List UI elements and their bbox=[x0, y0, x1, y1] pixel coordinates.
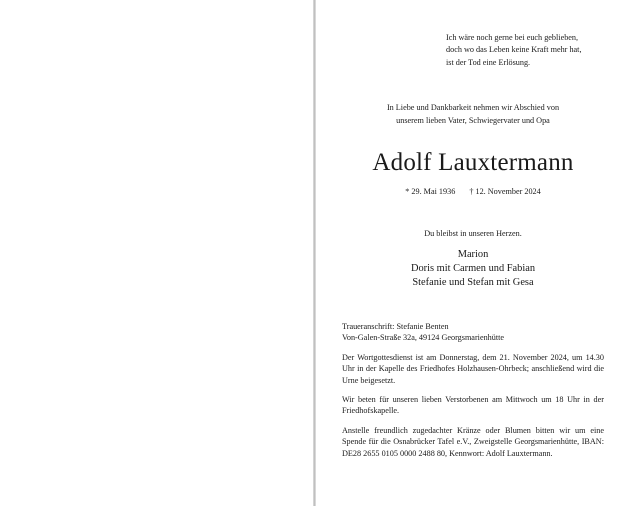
motto-verse bbox=[446, 32, 626, 69]
right-page bbox=[316, 0, 630, 506]
intro-text bbox=[316, 101, 630, 127]
address-line: Traueranschrift: Stefanie Benten bbox=[342, 322, 449, 331]
motto-line: Ich wäre noch gerne bei euch geblieben, bbox=[446, 33, 579, 42]
left-page-blank bbox=[0, 0, 313, 506]
motto-line: ist der Tod eine Erlösung. bbox=[446, 57, 531, 67]
life-dates bbox=[316, 186, 630, 198]
birth-date: * 29. Mai 1936 bbox=[405, 187, 456, 196]
family-line: Doris mit Carmen und Fabian bbox=[410, 263, 536, 275]
deceased-name: Adolf Lauxtermann bbox=[372, 149, 574, 176]
motto-line: doch wo das Leben keine Kraft mehr hat, bbox=[446, 45, 582, 55]
donation-paragraph: Anstelle freundlich zugedachter Kränze oder Blumen bitten wir um eine Spende für die Osnabrücker Tafel e.V., Zweigstelle Georgsmarienhütte, IBAN: DE28 2655 0105 0000 2488 80, Kennwort: Adolf Lauxtermann. bbox=[342, 425, 604, 458]
farewell-line: Du bleibst in unseren Herzen. bbox=[424, 229, 522, 238]
family-line: Marion bbox=[457, 249, 489, 260]
address-line: Von-Galen-Straße 32a, 49124 Georgsmarienhütte bbox=[342, 333, 505, 343]
info-block bbox=[342, 321, 604, 467]
family-signature bbox=[316, 248, 630, 291]
intro-line: In Liebe und Dankbarkeit nehmen wir Abschied von bbox=[386, 103, 560, 112]
death-date: † 12. November 2024 bbox=[469, 187, 541, 196]
intro-line: unserem lieben Vater, Schwiegervater und Opa bbox=[396, 116, 550, 125]
service-paragraph: Der Wortgottesdienst ist am Donnerstag, dem 21. November 2024, um 14.30 Uhr in der Kapelle des Friedhofes Holzhausen-Ohrbeck; anschließend wird die Urne beigesetzt. bbox=[342, 352, 604, 385]
mourning-address bbox=[342, 321, 604, 344]
family-line: Stefanie und Stefan mit Gesa bbox=[412, 277, 534, 289]
prayer-paragraph: Wir beten für unseren lieben Verstorbenen am Mittwoch um 18 Uhr in der Friedhofskapelle. bbox=[342, 395, 604, 416]
